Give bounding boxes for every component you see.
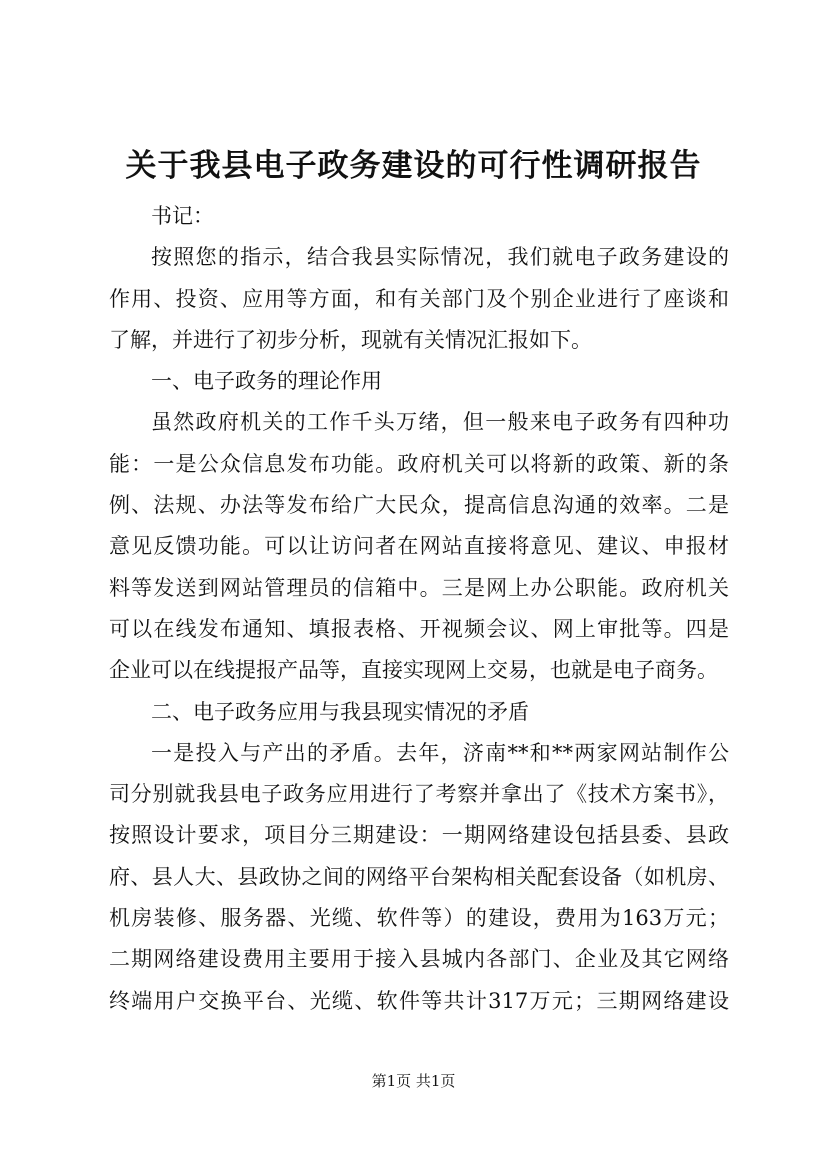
paragraph-line: 府、县人大、县政协之间的网络平台架构相关配套设备（如机房、 — [109, 864, 729, 889]
paragraph-line: 二期网络建设费用主要用于接入县城内各部门、企业及其它网络 — [109, 947, 729, 972]
paragraph-line: 作用、投资、应用等方面，和有关部门及个别企业进行了座谈和 — [109, 286, 729, 311]
paragraph-line: 了解，并进行了初步分析，现就有关情况汇报如下。 — [109, 327, 592, 352]
paragraph-functions — [109, 402, 729, 691]
paragraph-line: 终端用户交换平台、光缆、软件等共计317万元；三期网络建设 — [109, 988, 729, 1013]
salutation: 书记： — [151, 204, 214, 228]
section-heading-2 — [109, 692, 729, 733]
paragraph-line: 司分别就我县电子政务应用进行了考察并拿出了《技术方案书》， — [109, 782, 729, 807]
paragraph-line: 虽然政府机关的工作千头万绪，但一般来电子政务有四种功 — [151, 410, 729, 435]
section-heading-1 — [109, 361, 729, 402]
salutation-paragraph — [109, 196, 729, 237]
paragraph-line: 可以在线发布通知、填报表格、开视频会议、网上审批等。四是 — [109, 616, 729, 641]
paragraph-line: 料等发送到网站管理员的信箱中。三是网上办公职能。政府机关 — [109, 575, 729, 600]
paragraph-line: 能：一是公众信息发布功能。政府机关可以将新的政策、新的条 — [109, 451, 729, 476]
paragraph-contradictions — [109, 733, 729, 1022]
paragraph-line: 按照您的指示，结合我县实际情况，我们就电子政务建设的 — [151, 245, 729, 270]
paragraph-line: 例、法规、办法等发布给广大民众，提高信息沟通的效率。二是 — [109, 493, 729, 518]
paragraph-line: 企业可以在线提报产品等，直接实现网上交易，也就是电子商务。 — [109, 658, 718, 683]
paragraph-intro — [109, 237, 729, 361]
page-footer: 第1页 共1页 — [371, 1072, 456, 1090]
section-heading: 二、电子政务应用与我县现实情况的矛盾 — [151, 699, 529, 724]
document-body — [109, 196, 729, 1022]
paragraph-line: 一是投入与产出的矛盾。去年，济南**和**两家网站制作公 — [151, 740, 729, 765]
section-heading: 一、电子政务的理论作用 — [151, 369, 382, 394]
paragraph-line: 按照设计要求，项目分三期建设：一期网络建设包括县委、县政 — [109, 823, 729, 848]
paragraph-line: 意见反馈功能。可以让访问者在网站直接将意见、建议、申报材 — [109, 534, 729, 559]
document-title: 关于我县电子政务建设的可行性调研报告 — [125, 148, 702, 184]
paragraph-line: 机房装修、服务器、光缆、软件等）的建设，费用为163万元； — [109, 906, 729, 931]
